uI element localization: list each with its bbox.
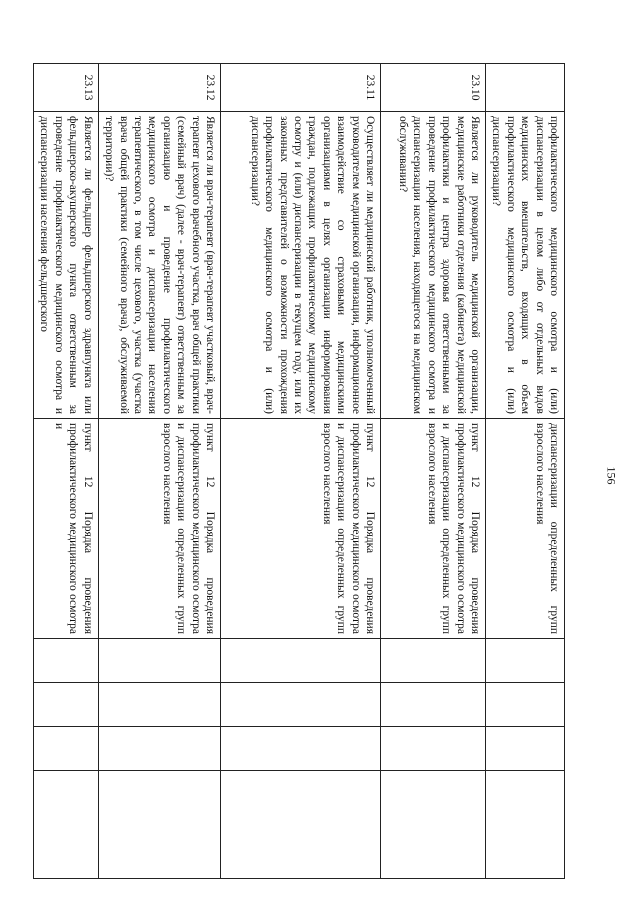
answer-na-cell [485, 727, 564, 771]
legal-reference: диспансеризации определенных групп взрослого населения [485, 419, 564, 639]
notes-cell [220, 771, 380, 879]
question-text: Является ли руководитель медицинской организации, медицинские работники отделения (кабинета) медицинской профилактики и центра здоровья ответственными за проведение профилактического медицинского осмотра и диспансеризации населения, находящегося на медицинском обслуживании? [380, 112, 485, 419]
legal-reference: пункт 12 Порядка проведения профилактического медицинского осмотра и диспансеризации определенных групп взрослого населения [220, 419, 380, 639]
answer-no-cell [220, 683, 380, 727]
notes-cell [33, 771, 98, 879]
notes-cell [485, 771, 564, 879]
row-number [485, 64, 564, 112]
table-row [98, 64, 220, 879]
question-text: Осуществляет ли медицинский работник, уполномоченный руководителем медицинской организации, информационное взаимодействие со страховыми медицинскими организациями в целях организации информирования граждан, подлежащих профилактическому медицинскому осмотру и (или) диспансеризации в текущем году, или их законных представителей о возможности прохождения профилактического медицинского осмотра и (или) диспансеризации? [220, 112, 380, 419]
answer-na-cell [380, 727, 485, 771]
question-text: Является ли врач-терапевт (врач-терапевт участковый, врач-терапевт цехового врачебного участка, врач общей практики (семейный врач) (далее - врач-терапевт) ответственным за организацию и проведение профилактического медицинского осмотра и диспансеризации населения терапевтического, в том числе цехового, участка (участка врача общей практики (семейного врача), обслуживаемой территории)? [98, 112, 220, 419]
answer-no-cell [33, 683, 98, 727]
answer-na-cell [220, 727, 380, 771]
legal-reference: пункт 12 Порядка проведения профилактического медицинского осмотра и диспансеризации определенных групп взрослого населения [380, 419, 485, 639]
table-row [380, 64, 485, 879]
answer-yes-cell [380, 639, 485, 683]
answer-na-cell [33, 727, 98, 771]
answer-yes-cell [98, 639, 220, 683]
answer-no-cell [380, 683, 485, 727]
legal-reference: пункт 12 Порядка проведения профилактического медицинского осмотра и [33, 419, 98, 639]
table-row [220, 64, 380, 879]
question-text: Является ли фельдшер фельдшерского здравпункта или фельдшерско-акушерского пункта ответственным за проведение профилактического медицинского осмотра и диспансеризации населения фельдшерского [33, 112, 98, 419]
question-text: профилактического медицинского осмотра и (или) диспансеризации в целом либо от отдельных видов медицинских вмешательств, входящих в объем профилактического медицинского осмотра и (или) диспансеризации? [485, 112, 564, 419]
table-row [33, 64, 98, 879]
answer-no-cell [485, 683, 564, 727]
row-number: 23.10 [380, 64, 485, 112]
notes-cell [380, 771, 485, 879]
answer-yes-cell [33, 639, 98, 683]
row-number: 23.13 [33, 64, 98, 112]
answer-no-cell [98, 683, 220, 727]
answer-na-cell [98, 727, 220, 771]
legal-reference: пункт 12 Порядка проведения профилактического медицинского осмотра и диспансеризации определенных групп взрослого населения [98, 419, 220, 639]
answer-yes-cell [485, 639, 564, 683]
answer-yes-cell [220, 639, 380, 683]
notes-cell [98, 771, 220, 879]
checklist-table [33, 63, 565, 879]
row-number: 23.11 [220, 64, 380, 112]
row-number: 23.12 [98, 64, 220, 112]
rotated-page-content [38, 63, 565, 878]
table-row [485, 64, 564, 879]
page-number: 156 [604, 466, 619, 485]
